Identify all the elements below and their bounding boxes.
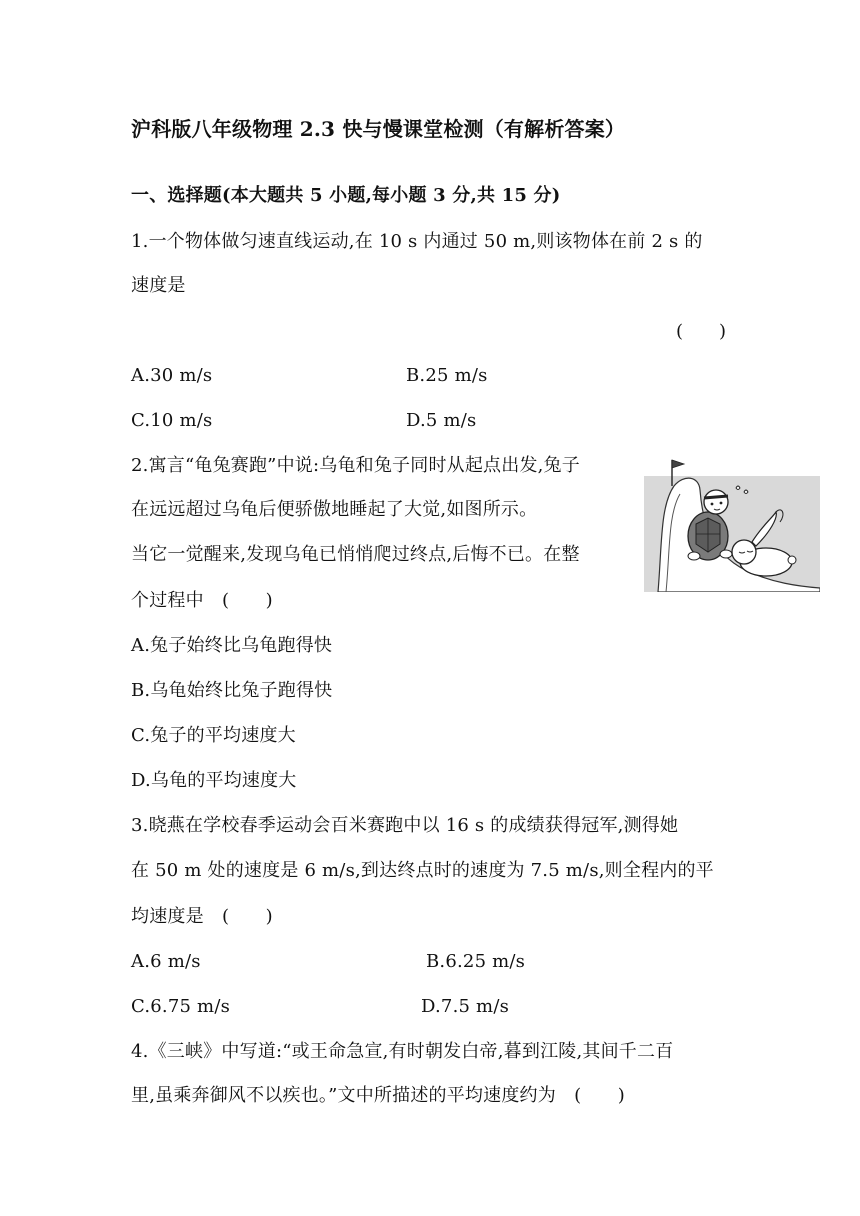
- q2-option-a: A.兔子始终比乌龟跑得快: [131, 635, 333, 656]
- q3-option-c: C.6.75 m/s: [131, 996, 231, 1017]
- q2-stem-line-2: 在远远超过乌龟后便骄傲地睡起了大觉,如图所示。: [131, 499, 538, 520]
- q2-stem-line-4: 个过程中 ( ): [131, 590, 273, 611]
- q1-stem-line-2: 速度是: [131, 275, 186, 296]
- q1-option-a: A.30 m/s: [131, 365, 213, 386]
- q1-answer-blank: ( ): [676, 321, 727, 342]
- q2-option-b: B.乌龟始终比兔子跑得快: [131, 680, 333, 701]
- q4-stem-line-2: 里,虽乘奔御风不以疾也。”文中所描述的平均速度约为 ( ): [131, 1085, 625, 1106]
- q2-stem-line-1: 2.寓言“龟兔赛跑”中说:乌龟和兔子同时从起点出发,兔子: [131, 455, 580, 476]
- q3-option-b: B.6.25 m/s: [426, 951, 526, 972]
- q1-option-b: B.25 m/s: [406, 365, 488, 386]
- q3-option-d: D.7.5 m/s: [421, 996, 510, 1017]
- q1-stem-line-1: 1.一个物体做匀速直线运动,在 10 s 内通过 50 m,则该物体在前 2 s 的: [131, 231, 703, 252]
- q2-option-c: C.兔子的平均速度大: [131, 725, 296, 746]
- q2-stem-line-3: 当它一觉醒来,发现乌龟已悄悄爬过终点,后悔不已。在整: [131, 544, 580, 565]
- q3-stem-line-2: 在 50 m 处的速度是 6 m/s,到达终点时的速度为 7.5 m/s,则全程内的平: [131, 860, 714, 881]
- q3-stem-line-3: 均速度是 ( ): [131, 906, 273, 927]
- q2-option-d: D.乌龟的平均速度大: [131, 770, 297, 791]
- page-title: 沪科版八年级物理 2.3 快与慢课堂检测（有解析答案）: [131, 117, 626, 141]
- section-heading: 一、选择题(本大题共 5 小题,每小题 3 分,共 15 分): [131, 185, 561, 206]
- q4-stem-line-1: 4.《三峡》中写道:“或王命急宣,有时朝发白帝,暮到江陵,其间千二百: [131, 1041, 674, 1062]
- q1-option-c: C.10 m/s: [131, 410, 213, 431]
- q3-stem-line-1: 3.晓燕在学校春季运动会百米赛跑中以 16 s 的成绩获得冠军,测得她: [131, 815, 679, 836]
- q3-option-a: A.6 m/s: [131, 951, 201, 972]
- q1-option-d: D.5 m/s: [406, 410, 477, 431]
- tortoise-hare-race-illustration: [644, 456, 820, 592]
